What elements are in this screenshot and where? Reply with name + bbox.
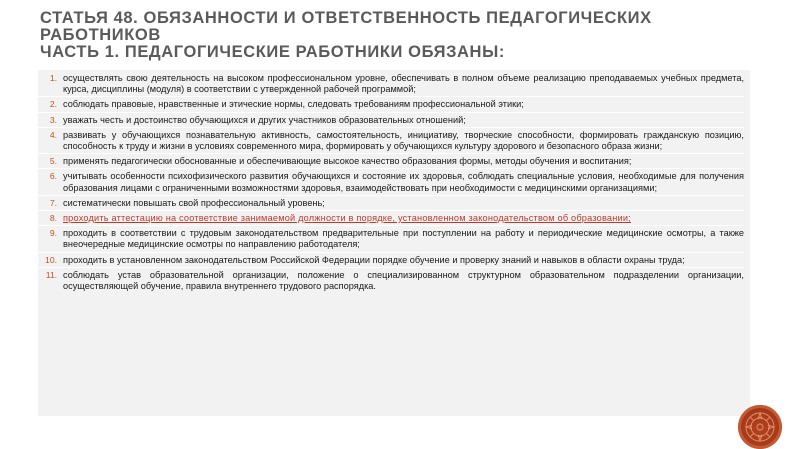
item-text: соблюдать устав образовательной организации, положение о специализированном структурном образовательном подразделении организации, осуществляющей обучение, правила внутреннего трудового распорядка.: [63, 269, 744, 292]
item-text: систематически повышать свой профессиональный уровень;: [63, 197, 325, 208]
item-text: развивать у обучающихся познавательную активность, самостоятельность, инициативу, творческие способности, формировать гражданскую позицию, способность к труду и жизни в условиях современного мира, формировать у обучающихся культуру здорового и безопасного образа жизни;: [63, 129, 744, 152]
title-line-1: СТАТЬЯ 48. ОБЯЗАННОСТИ И ОТВЕТСТВЕННОСТЬ ПЕДАГОГИЧЕСКИХ: [40, 9, 652, 27]
list-item: [38, 196, 744, 211]
item-number: 1.: [49, 73, 57, 83]
list-item: [38, 268, 744, 293]
ornament-svg: [738, 405, 782, 449]
item-number: 3.: [49, 114, 57, 125]
item-number: 8.: [49, 213, 57, 224]
item-number: 6.: [49, 171, 57, 182]
list-item-highlighted: [38, 211, 744, 226]
title-line-2: РАБОТНИКОВ: [40, 26, 161, 44]
list-item: [38, 97, 744, 112]
item-number: 5.: [49, 156, 57, 167]
item-text-highlighted: проходить аттестацию на соответствие занимаемой должности в порядке, установленном законодательством об образовании;: [63, 213, 631, 224]
item-number: 9.: [49, 228, 57, 239]
item-number: 11.: [45, 269, 57, 280]
item-text: применять педагогически обоснованные и обеспечивающие высокое качество образования формы, методы обучения и воспитания;: [63, 156, 632, 167]
item-number: 4.: [49, 129, 57, 140]
item-text: проходить в установленном законодательством Российской Федерации порядке обучение и проверку знаний и навыков в области охраны труда;: [63, 254, 685, 265]
item-text: учитывать особенности психофизического развития обучающихся и состояние их здоровья, соблюдать специальные условия, необходимые для получения образования лицами с ограниченными возможностями здоровья, взаимодействовать при необходимости с медицинскими организациями;: [63, 171, 744, 193]
list-item: [38, 253, 744, 268]
item-text: проходить в соответствии с трудовым законодательством предварительные при поступлении на работу и периодические медицинские осмотры, а также внеочередные медицинские осмотры по направлению работодателя;: [63, 228, 744, 250]
item-text: осуществлять свою деятельность на высоком профессиональном уровне, обеспечивать в полном объеме реализацию преподаваемых учебных предмета, курса, дисциплины (модуля) в соответствии с утвержденной рабочей программой;: [63, 73, 744, 95]
title-line-3: ЧАСТЬ 1. ПЕДАГОГИЧЕСКИЕ РАБОТНИКИ ОБЯЗАНЫ:: [40, 43, 505, 61]
duties-panel: [38, 70, 750, 416]
list-item: [38, 154, 744, 169]
list-item: [38, 71, 744, 97]
duties-list: [38, 71, 744, 293]
list-item: [38, 128, 744, 154]
item-number: 10.: [45, 254, 57, 265]
item-number: 7.: [49, 197, 57, 208]
list-item: [38, 226, 744, 252]
list-item: [38, 113, 744, 128]
slide-title: [40, 10, 760, 61]
item-number: 2.: [49, 99, 57, 110]
item-text: уважать честь и достоинство обучающихся и других участников образовательных отношений;: [63, 114, 466, 125]
list-item: [38, 169, 744, 195]
item-text: соблюдать правовые, нравственные и этические нормы, следовать требованиям профессиональной этики;: [63, 99, 524, 110]
ornament-medallion-icon: [738, 405, 782, 449]
